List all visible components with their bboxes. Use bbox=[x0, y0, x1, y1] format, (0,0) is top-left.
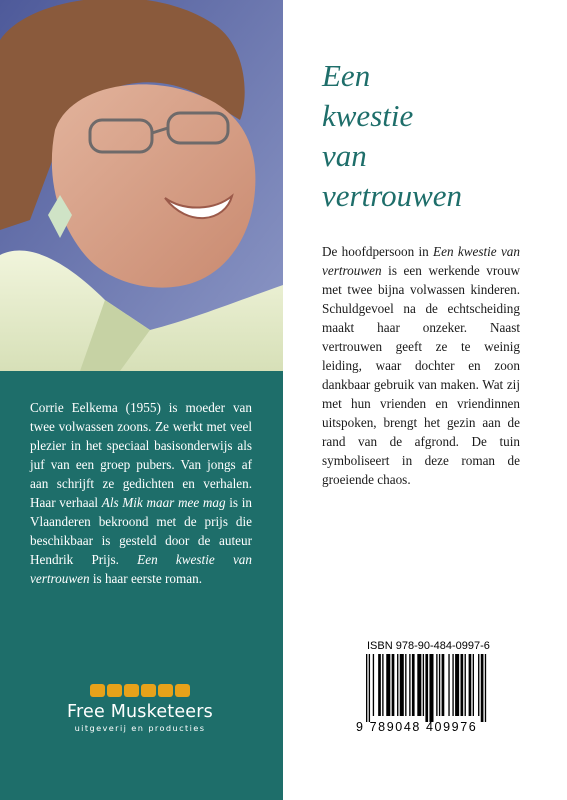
bio-book-title: Een kwestie van vertrouwen bbox=[30, 552, 252, 586]
ean-number: 9 789048 409976 bbox=[356, 720, 478, 734]
author-photo bbox=[0, 0, 283, 371]
blurb-book-title: Een kwestie van vertrouwen bbox=[322, 244, 520, 278]
author-photo-illustration bbox=[0, 0, 283, 371]
isbn-barcode bbox=[356, 640, 538, 736]
author-bio: Corrie Eelkema (1955) is moeder van twee volwassen zoons. Ze werkt met veel plezier in het speciaal basisonderwijs als juf van een groep pubers. Van jongs af aan schrijft ze gedichten en verhalen. Haar verhaal Als Mik maar mee mag is in Vlaanderen bekroond met de prijs die beschikbaar is gesteld door de auteur Hendrik Prijs. Een kwestie van vertrouwen is haar eerste roman. bbox=[30, 400, 252, 586]
barcode-bars bbox=[366, 654, 528, 722]
bio-story-title: Als Mik maar mee mag bbox=[101, 495, 226, 510]
publisher-tagline: uitgeverij en producties bbox=[74, 723, 206, 733]
isbn-label: ISBN 978-90-484-0997-6 bbox=[367, 640, 490, 652]
book-title: Een kwestie van vertrouwen bbox=[322, 58, 463, 213]
publisher-logo-icons bbox=[50, 684, 230, 697]
publisher-name: Free Musketeers bbox=[67, 702, 213, 722]
book-blurb: De hoofdpersoon in Een kwestie van vertrouwen is een werkende vrouw met twee bijna volwassen kinderen. Schuldgevoel na de echtscheiding maakt haar onzeker. Naast vertrouwen geeft ze te weinig leiding, waar dochter en zoon dankbaar gebruik van maken. Wat zij met hun vrienden en vriendinnen uitspoken, brengt het gezin aan de rand van de afgrond. De tuin symboliseert in deze roman de groeiende chaos. bbox=[322, 244, 520, 487]
publisher-logo bbox=[50, 684, 230, 734]
